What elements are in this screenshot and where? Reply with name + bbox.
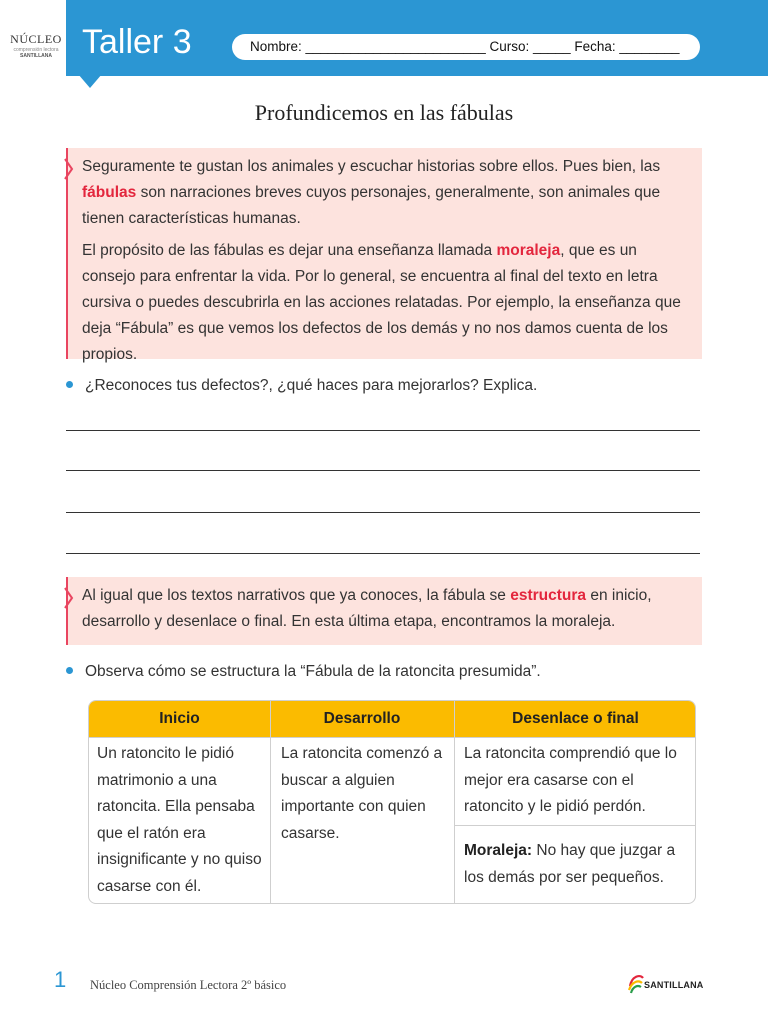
- santillana-logo-icon: [628, 972, 644, 994]
- cell-desenlace: La ratoncita comprendió que lo mejor era casarse con el ratoncito y le pidió perdón.: [464, 745, 677, 815]
- column-divider: [270, 701, 271, 903]
- page-number: 1: [54, 967, 67, 992]
- cell-inicio: Un ratoncito le pidió matrimonio a una ratoncita. Ella pensaba que el ratón era insignificante y no quiso casarse con él.: [97, 745, 262, 895]
- cell-moraleja: Moraleja: No hay que juzgar a los demás por ser pequeños.: [464, 842, 676, 886]
- answer-line[interactable]: [66, 430, 700, 431]
- page-title: Profundicemos en las fábulas: [254, 100, 514, 125]
- moraleja-label: Moraleja:: [464, 842, 533, 859]
- logo-sub: comprensión lectora: [13, 47, 59, 53]
- logo-brand: NÚCLEO: [10, 32, 62, 46]
- fable-definition-box: [66, 148, 702, 363]
- nucleo-logo: [8, 32, 64, 59]
- bullet-icon: [66, 381, 73, 388]
- fecha-field[interactable]: ________: [619, 39, 680, 54]
- nombre-field[interactable]: ________________________: [305, 39, 486, 54]
- answer-line[interactable]: [66, 470, 700, 471]
- structure-box: [66, 577, 702, 645]
- header-desarrollo: Desarrollo: [323, 710, 401, 727]
- answer-line[interactable]: [66, 512, 700, 513]
- row-divider: [454, 825, 696, 826]
- santillana-logo: [628, 972, 708, 994]
- fable-structure-table: [88, 700, 696, 904]
- question-2: Observa cómo se estructura la “Fábula de la ratoncita presumida”.: [66, 661, 541, 683]
- logo-publisher: SANTILLANA: [20, 53, 52, 59]
- fecha-label: Fecha:: [574, 39, 616, 54]
- nombre-label: Nombre:: [250, 39, 302, 54]
- header-notch: [78, 74, 102, 88]
- highlight-estructura: estructura: [510, 587, 587, 604]
- student-info-form: [232, 34, 700, 60]
- answer-line[interactable]: [66, 553, 700, 554]
- header-inicio: Inicio: [159, 710, 200, 727]
- bullet-icon: [66, 667, 73, 674]
- column-divider: [454, 701, 455, 903]
- curso-label: Curso:: [489, 39, 530, 54]
- header-desenlace: Desenlace o final: [512, 710, 639, 727]
- definition-paragraph: Seguramente te gustan los animales y escuchar historias sobre ellos. Pues bien, las fábulas son narraciones breves cuyos personajes, generalmente, son animales que tienen características humanas.: [82, 158, 661, 227]
- curso-field[interactable]: _____: [533, 39, 571, 54]
- moraleja-paragraph: El propósito de las fábulas es dejar una enseñanza llamada moraleja, que es un consejo para enfrentar la vida. Por lo general, se encuentra al final del texto en letra cursiva o puedes descubrirla en las acciones relatadas. Por ejemplo, la enseñanza que deja “Fábula” es que vemos los defectos de los demás y no nos damos cuenta de los propios.: [82, 242, 681, 363]
- highlight-moraleja: moraleja: [496, 242, 561, 259]
- question-1: ¿Reconoces tus defectos?, ¿qué haces para mejorarlos? Explica.: [66, 375, 537, 397]
- workshop-title: Taller 3: [82, 23, 192, 61]
- cell-desarrollo: La ratoncita comenzó a buscar a alguien importante con quien casarse.: [281, 745, 443, 842]
- structure-paragraph: Al igual que los textos narrativos que ya conoces, la fábula se estructura en inicio, desarrollo y desenlace o final. En esta última etapa, encontramos la moraleja.: [82, 587, 652, 630]
- footer-text: Núcleo Comprensión Lectora 2º básico: [90, 978, 287, 992]
- header-divider: [89, 737, 696, 738]
- chevron-right-icon: [64, 587, 74, 609]
- highlight-fabulas: fábulas: [82, 184, 137, 201]
- santillana-logo-text: SANTILLANA: [644, 980, 704, 990]
- chevron-right-icon: [64, 158, 74, 180]
